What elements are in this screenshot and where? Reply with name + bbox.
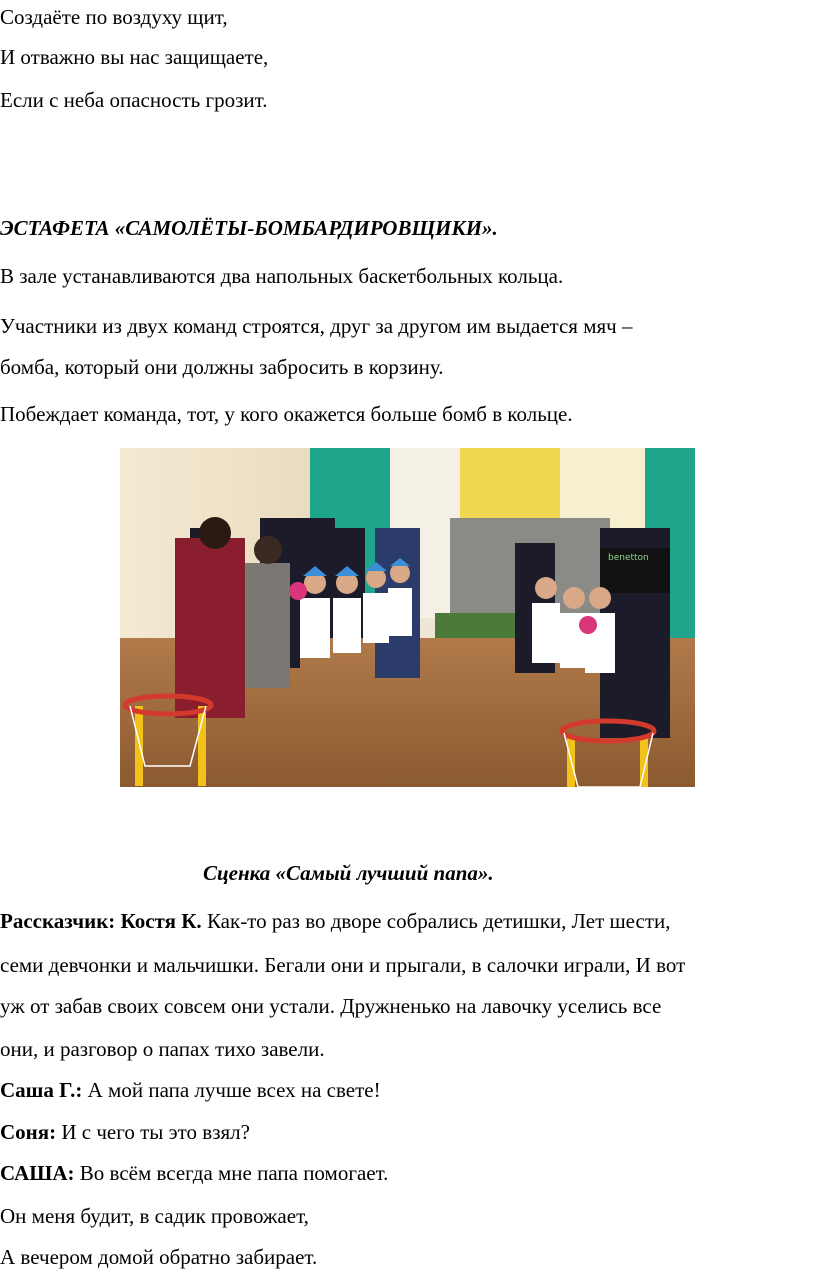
- sasha-label: САША:: [0, 1161, 75, 1185]
- sonya-line: [0, 1119, 250, 1145]
- relay-paragraph-1: В зале устанавливаются два напольных баскетбольных кольца.: [0, 264, 564, 288]
- narrator-line-1: [0, 908, 671, 934]
- relay-paragraph-2b: бомба, который они должны забросить в корзину.: [0, 355, 444, 379]
- relay-paragraph-2a: Участники из двух команд строятся, друг за другом им выдается мяч –: [0, 314, 633, 338]
- poem-line-1: Создаёте по воздуху щит,: [0, 5, 228, 29]
- children-right: [532, 577, 615, 673]
- poem-line-2: И отважно вы нас защищаете,: [0, 45, 269, 69]
- narrator-line-2: семи девчонки и мальчишки. Бегали они и прыгали, в салочки играли, И вот: [0, 953, 686, 977]
- verse-line-a: Он меня будит, в садик провожает,: [0, 1204, 309, 1228]
- narrator-label: Рассказчик: Костя К.: [0, 909, 202, 933]
- sonya-text: И с чего ты это взял?: [56, 1120, 250, 1144]
- sasha-text: Во всём всегда мне папа помогает.: [74, 1161, 389, 1185]
- tshirt-label: benetton: [608, 553, 649, 563]
- scene-title: Сценка «Самый лучший папа».: [203, 861, 494, 885]
- narrator-line-3: уж от забав своих совсем они устали. Дружненько на лавочку уселись все: [0, 994, 662, 1018]
- relay-paragraph-3: Побеждает команда, тот, у кого окажется больше бомб в кольце.: [0, 402, 573, 426]
- narrator-line-4: они, и разговор о папах тихо завели.: [0, 1037, 325, 1061]
- teacher-dress: [175, 538, 245, 718]
- relay-photo: [120, 448, 695, 787]
- verse-line-b: А вечером домой обратно забирает.: [0, 1245, 318, 1269]
- narrator-text-1: Как-то раз во дворе собрались детишки, Лет шести,: [201, 909, 671, 933]
- sasha-line: [0, 1160, 388, 1186]
- yellow-curtain: [460, 448, 560, 528]
- relay-title: ЭСТАФЕТА «САМОЛЁТЫ-БОМБАРДИРОВЩИКИ».: [0, 216, 498, 240]
- sasha-g-line: [0, 1077, 381, 1103]
- sasha-g-text: А мой папа лучше всех на свете!: [82, 1078, 381, 1102]
- sonya-label: Соня:: [0, 1120, 57, 1144]
- sasha-g-label: Саша Г.:: [0, 1078, 83, 1102]
- poem-line-3: Если с неба опасность грозит.: [0, 88, 268, 112]
